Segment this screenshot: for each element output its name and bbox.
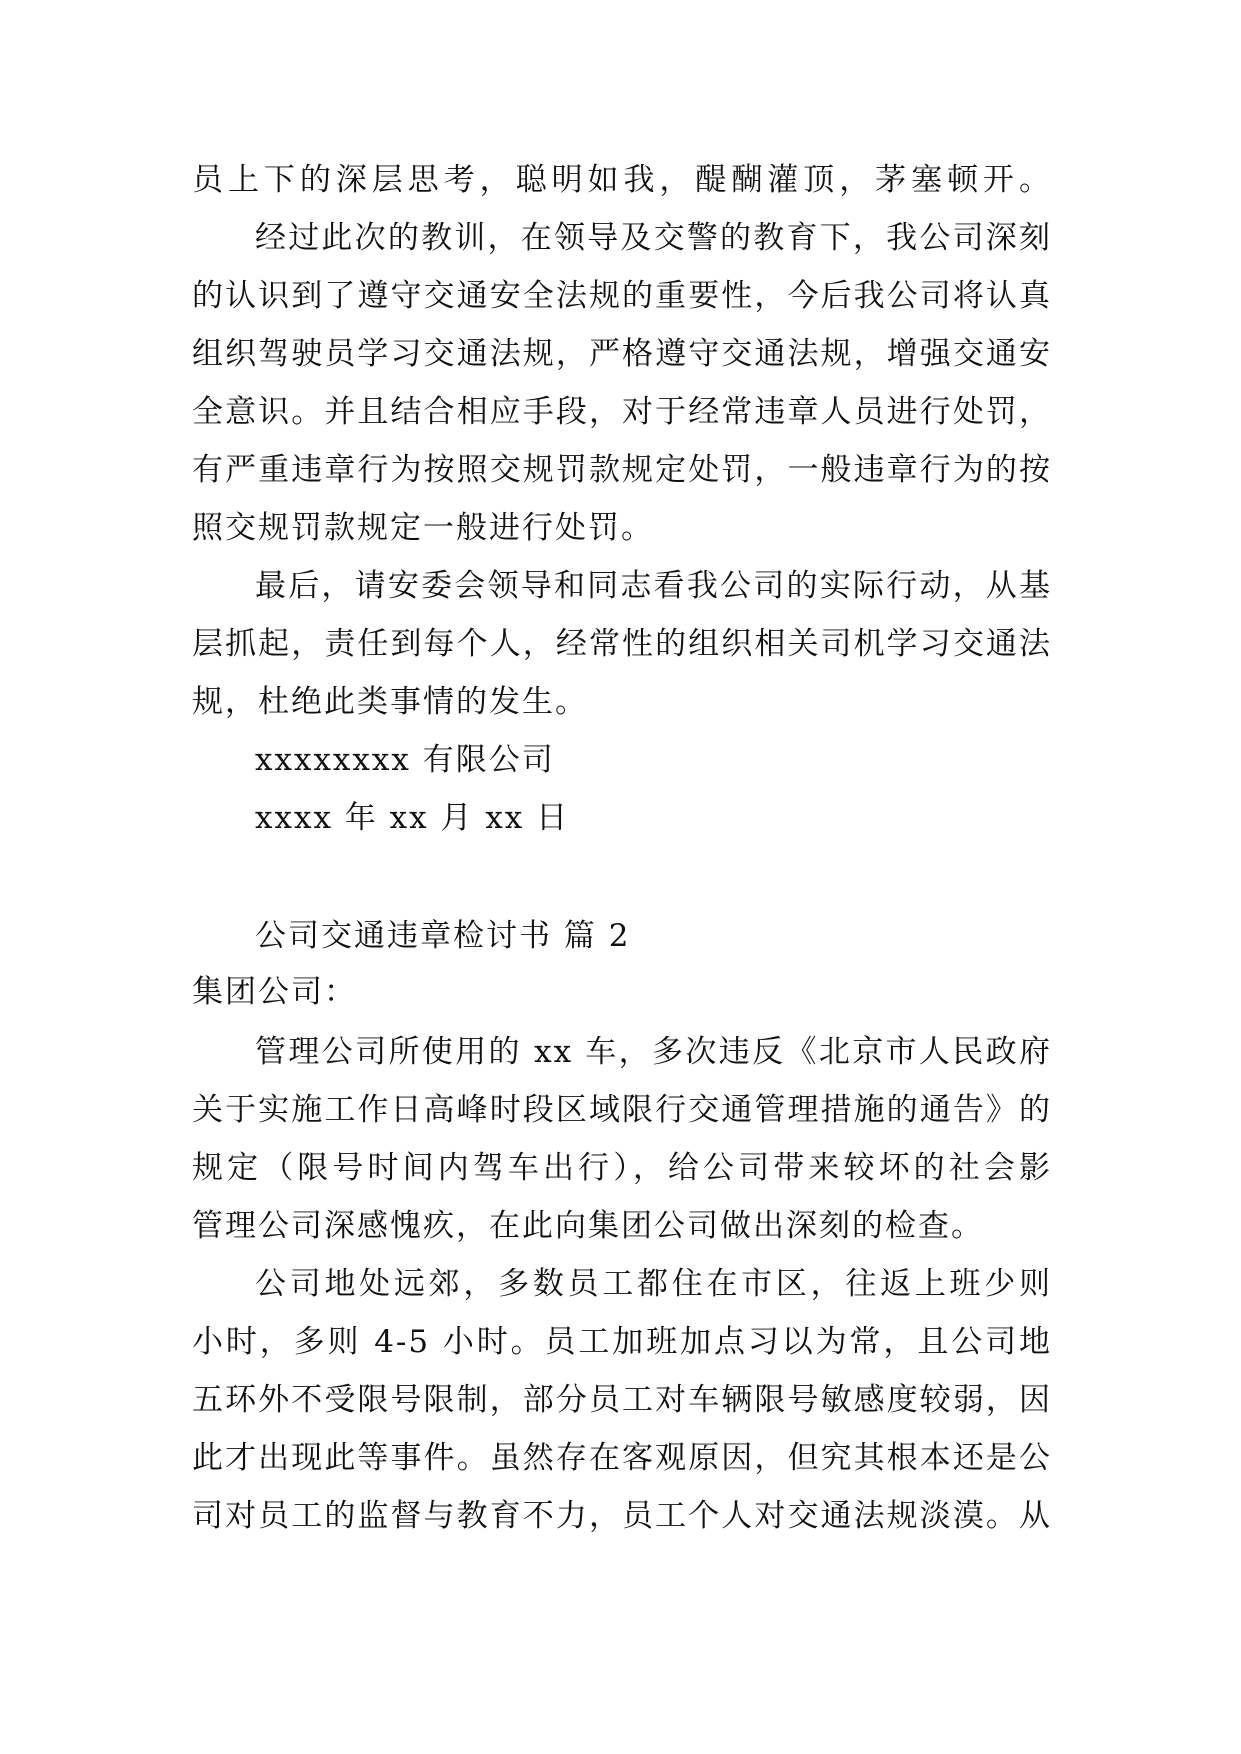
salutation: 集团公司： [192,974,357,1010]
paragraph-line: 公司地处远郊，多数员工都住在市区，往返上班少则 [255,1266,1052,1302]
paragraph-line: 最后，请安委会领导和同志看我公司的实际行动，从基 [255,568,1052,604]
paragraph-line: 司对员工的监督与教育不力，员工个人对交通法规淡漠。从 [192,1498,1052,1534]
paragraph-line: 此才出现此等事件。虽然存在客观原因，但究其根本还是公 [192,1440,1052,1476]
paragraph-line: 经过此次的教训，在领导及交警的教育下，我公司深刻 [255,220,1052,256]
section-title: 公司交通违章检讨书 篇 2 [255,918,631,954]
paragraph-line: 管理公司深感愧疚，在此向集团公司做出深刻的检查。 [192,1208,984,1244]
paragraph-line: 员上下的深层思考，聪明如我，醍醐灌顶，茅塞顿开。 [192,162,1052,198]
paragraph-line: 五环外不受限号限制，部分员工对车辆限号敏感度较弱，因 [192,1382,1052,1418]
paragraph-line: 全意识。并且结合相应手段，对于经常违章人员进行处罚， [192,394,1052,430]
signature-date: xxxx 年 xx 月 xx 日 [255,800,570,836]
paragraph-line: 层抓起，责任到每个人，经常性的组织相关司机学习交通法 [192,626,1052,662]
paragraph-line: 有严重违章行为按照交规罚款规定处罚，一般违章行为的按 [192,452,1052,488]
signature-company: xxxxxxxx 有限公司 [255,742,555,778]
paragraph-line: 组织驾驶员学习交通法规，严格遵守交通法规，增强交通安 [192,336,1052,372]
paragraph-line: 小时，多则 4-5 小时。员工加班加点习以为常，且公司地 [192,1324,1052,1360]
paragraph-line: 管理公司所使用的 xx 车，多次违反《北京市人民政府 [255,1034,1052,1070]
paragraph-line: 规，杜绝此类事情的发生。 [192,684,588,720]
paragraph-line: 的认识到了遵守交通安全法规的重要性，今后我公司将认真 [192,278,1052,314]
paragraph-line: 关于实施工作日高峰时段区域限行交通管理措施的通告》的 [192,1092,1052,1128]
paragraph-line: 照交规罚款规定一般进行处罚。 [192,510,654,546]
paragraph-line: 规定（限号时间内驾车出行），给公司带来较坏的社会影 [192,1150,1052,1186]
